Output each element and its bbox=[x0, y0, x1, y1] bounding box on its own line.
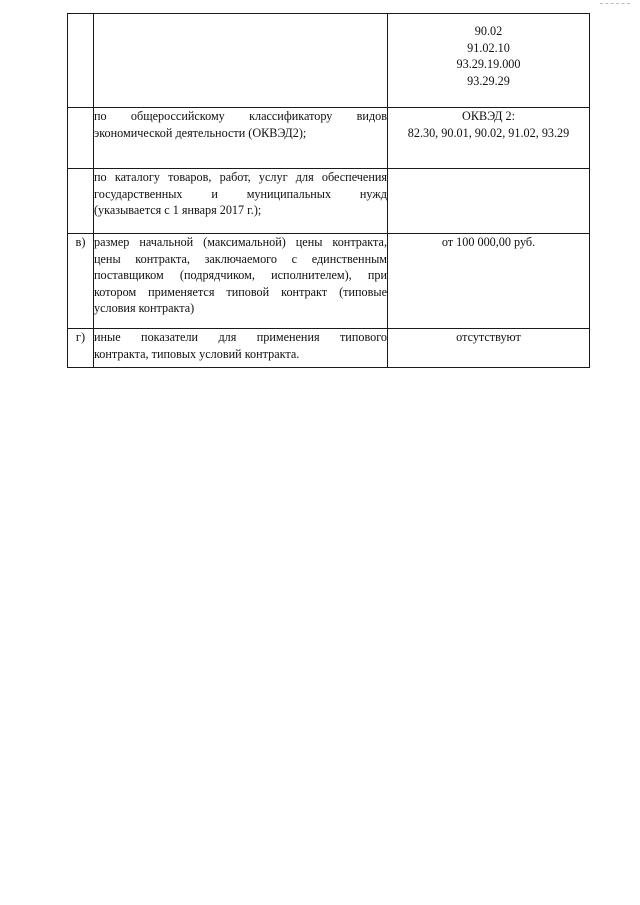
row-marker: в) bbox=[68, 234, 94, 329]
table-row bbox=[68, 108, 590, 169]
description-line: (указывается с 1 января 2017 г.); bbox=[94, 203, 262, 217]
description-line: цены контракта, заключаемого с единственным bbox=[94, 251, 387, 266]
scan-edge-mark bbox=[600, 3, 630, 4]
row-description bbox=[94, 169, 388, 234]
description-line: контракта, типовых условий контракта. bbox=[94, 346, 300, 361]
table-row bbox=[68, 234, 590, 329]
row-value bbox=[388, 329, 590, 368]
description-line: по каталогу товаров, работ, услуг для обеспечения bbox=[94, 170, 387, 184]
row-marker bbox=[68, 169, 94, 234]
description-line: котором применяется типовой контракт (типовые bbox=[94, 284, 387, 299]
description-line: поставщиком (подрядчиком, исполнителем), при bbox=[94, 268, 387, 282]
description-line: экономической деятельности (ОКВЭД2); bbox=[94, 125, 307, 140]
row-marker: г) bbox=[68, 329, 94, 368]
row-marker bbox=[68, 108, 94, 169]
code-line: 90.02 bbox=[474, 24, 503, 38]
row-value bbox=[388, 108, 590, 169]
value-line: ОКВЭД 2: bbox=[462, 109, 515, 123]
description-line: государственных и муниципальных нужд bbox=[94, 186, 387, 201]
table-row bbox=[68, 329, 590, 368]
value-line: отсутствуют bbox=[456, 330, 521, 344]
table-row bbox=[68, 14, 590, 108]
standard-contract-table bbox=[67, 13, 590, 368]
row-value bbox=[388, 14, 590, 108]
table-row bbox=[68, 169, 590, 234]
code-line: 93.29.19.000 bbox=[456, 57, 521, 71]
value-line: от 100 000,00 руб. bbox=[441, 235, 536, 249]
row-description bbox=[94, 108, 388, 169]
code-line: 93.29.29 bbox=[467, 73, 510, 88]
description-line: размер начальной (максимальной) цены контракта, bbox=[94, 235, 387, 249]
row-value bbox=[388, 234, 590, 329]
value-line: 82.30, 90.01, 90.02, 91.02, 93.29 bbox=[407, 125, 570, 140]
code-line: 91.02.10 bbox=[467, 40, 510, 55]
row-value bbox=[388, 169, 590, 234]
row-marker bbox=[68, 14, 94, 108]
row-description bbox=[94, 329, 388, 368]
description-line: иные показатели для применения типового bbox=[94, 330, 387, 344]
row-description bbox=[94, 14, 388, 108]
row-description bbox=[94, 234, 388, 329]
description-line: условия контракта) bbox=[94, 301, 195, 315]
description-line: по общероссийскому классификатору видов bbox=[94, 109, 387, 123]
